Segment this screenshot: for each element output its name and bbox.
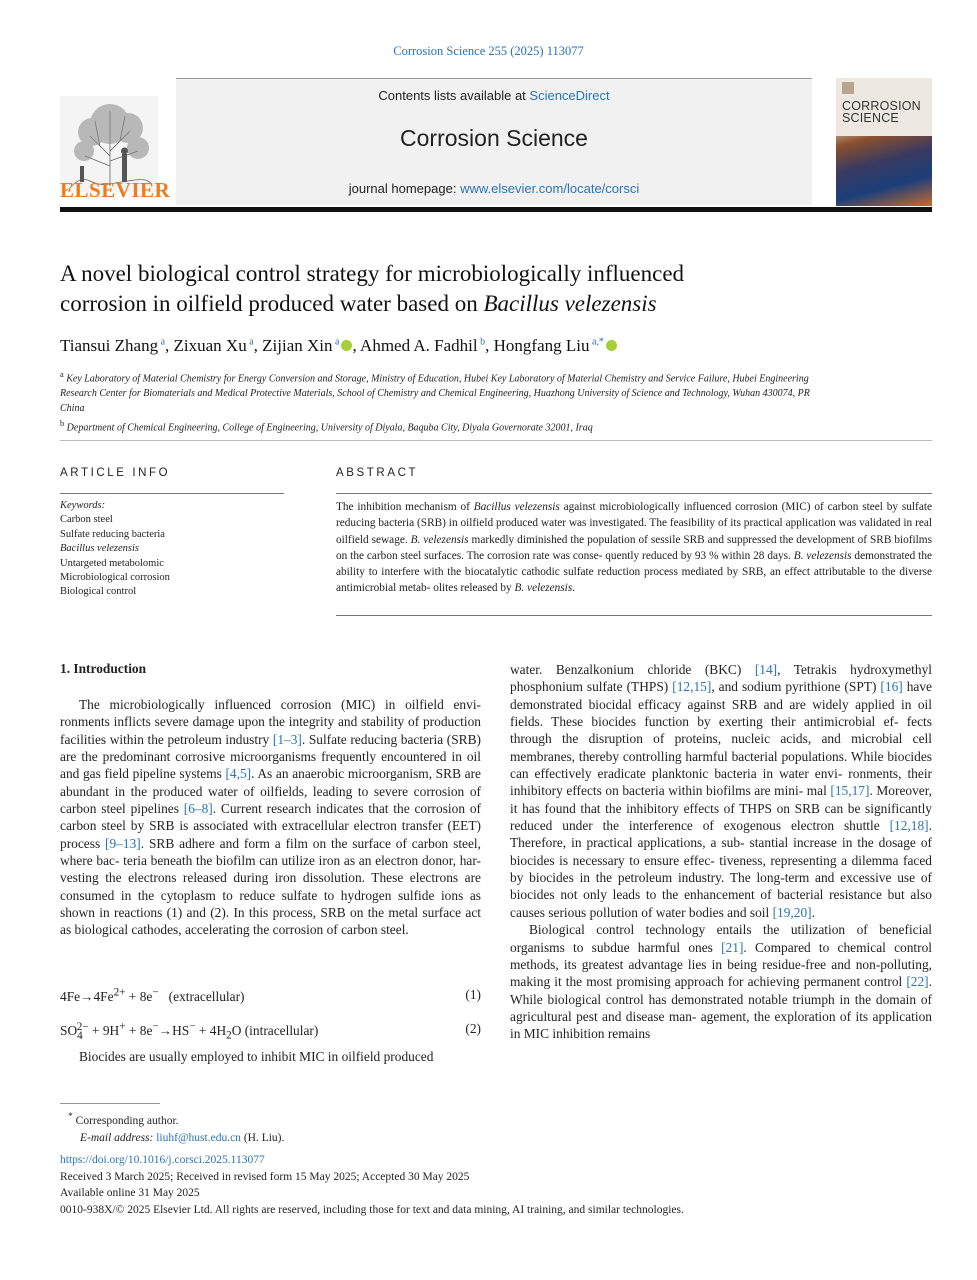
orcid-icon[interactable] [606,340,617,351]
abstract-body: The inhibition mechanism of Bacillus velezensis against microbiologically influenced corrosion (MIC) of carbon steel by sulfate reducing bacteria (SRB) in oilfield produced water was investigated. The feasibility of its practical application was validated in real oilfield sewage. B. velezensis markedly diminished the population of sessile SRB and suppressed the development of SRB biofilms on the carbon steel surfaces. The corrosion rate was conse- quently reduced by 93 % within 28 days. B. velezensis demonstrated the ability to interfere with the biocatalytic cathodic sulfate reduction process mediated by SRB, an effect attributable to the diverse antimicrobial metab- olites released by B. velezensis. [336,501,932,595]
footnote [68,1108,284,1147]
equation-number: (2) [465,1021,481,1036]
affiliation-marker[interactable]: a [332,336,340,348]
affiliation-marker[interactable]: a [158,336,166,348]
affiliation-marker[interactable]: b [477,336,486,348]
email-link[interactable]: liuhf@hust.edu.cn [156,1131,241,1144]
title-line-1: A novel biological control strategy for microbiologically influenced [60,261,685,286]
keywords-label: Keywords: [60,500,106,511]
citation-link[interactable]: [9–13] [105,835,141,851]
journal-ref-link[interactable]: Corrosion Science 255 (2025) 113077 [393,44,584,58]
abstract-heading: ABSTRACT [336,467,419,479]
affiliations [60,367,820,436]
right-column: water. Benzalkonium chloride (BKC) [14], Tetrakis hydroxymethyl phosphonium sulfate (THPS) [12,15], and sodium pyrithione (SPT) [16] have demonstrated biocidal efficacy against SRB and are widely applied in oil fields. These biocides function by exerting their antimicrobial ef- fects through the disruption of proteins, nucleic acids, and microbial cell membranes, thereby controlling harmful bacterial populations. While biocides can effectively eradicate planktonic bacteria in water envi- ronments, their inhibitory effects on bacteria within biofilms are mini- mal [15,17]. Moreover, it has found that the inhibitory effects of THPS on SRB can be significantly reduced under the interference of exogenous electron shuttle [12,18]. Therefore, in practical applications, a sub- stantial increase in the dosage of biocides is necessary to ensure effec- tiveness, representing a dilemma faced by biocides in the petroleum industry. The long-term and excessive use of biocides not only leads to the enhancement of bacterial resistance but also causes serious pollution of water bodies and soil [19,20]. Biological control technology entails the utilization of beneficial organisms to subdue harmful ones [21]. Compared to chemical control methods, its greatest advantage lies in being residue-free and non-polluting, making it the most promising approach for achieving permanent control [22]. While biological control has demonstrated notable triumph in the domain of agricultural pest and disease man- agement, the exploration of its application in MIC inhibition remains [510,662,933,1042]
keyword-item: Microbiological corrosion [60,572,170,584]
citation-link[interactable]: [1–3] [272,731,302,747]
email-line: E-mail address: liuhf@hust.edu.cn (H. Liu). [80,1131,285,1144]
corresponding-author-note: * Corresponding author. [68,1111,179,1127]
journal-cover-thumbnail[interactable] [836,78,932,206]
citation-link[interactable]: [6–8] [183,801,213,817]
title-species: Bacillus velezensis [483,291,657,316]
homepage-line [176,181,812,196]
affiliation-marker[interactable]: a,* [589,336,604,348]
author-name[interactable]: Ahmed A. Fadhil [360,336,478,355]
author-name[interactable]: Tiansui Zhang [60,336,159,355]
journal-title: Corrosion Science [400,125,588,151]
orcid-icon[interactable] [341,340,352,351]
citation-link[interactable]: [15,17] [830,783,870,799]
citation-link[interactable]: [19,20] [772,904,812,920]
left-column-paragraph-2: Biocides are usually employed to inhibit MIC in oilfield produced [79,1049,434,1064]
received-dates: Received 3 March 2025; Received in revised form 15 May 2025; Accepted 30 May 2025 [60,1170,470,1183]
keyword-item: Sulfate reducing bacteria [60,528,165,540]
keywords-block [60,499,170,600]
sciencedirect-link[interactable]: ScienceDirect [529,88,610,103]
homepage-link[interactable]: www.elsevier.com/locate/corsci [460,181,640,196]
masthead [60,78,932,208]
citation-link[interactable]: [22] [906,974,929,990]
author-name[interactable]: Hongfang Liu [493,336,590,355]
affiliation-b: $^b$ Department of Chemical Engineering, College of Engineering, University of Diyala, Baquba City, Diyala Governorate 32001, Iraq [60,419,593,434]
divider [60,440,932,441]
header-rule [60,207,932,212]
author-list: Tiansui Zhang $^a$, Zixuan Xu $^a$, Zijian Xin $^a$ , Ahmed A. Fadhil $^b$, Hongfang Liu $^{a,*}$ [60,336,617,356]
footnote-rule [60,1103,160,1104]
cover-title: CORROSION SCIENCE [842,99,921,125]
keyword-item: Carbon steel [60,514,113,526]
title-line-2: corrosion in oilfield produced water based on [60,291,484,316]
copyright: 0010-938X/© 2025 Elsevier Ltd. All rights are reserved, including those for text and data mining, AI training, and similar technologies. [60,1203,684,1216]
author-name[interactable]: Zijian Xin [262,336,333,355]
keyword-item: Bacillus velezensis [60,543,140,555]
online-date: Available online 31 May 2025 [60,1187,200,1199]
citation-link[interactable]: [4,5] [225,766,252,782]
keyword-item: Biological control [60,586,137,598]
author-name[interactable]: Zixuan Xu [173,336,247,355]
article-info-heading: ARTICLE INFO [60,467,171,479]
elsevier-wordmark: ELSEVIER [60,178,171,202]
citation-link[interactable]: [12,18] [889,818,929,834]
publication-info [60,1152,684,1218]
citation-link[interactable]: [16] [880,679,903,695]
citation-link[interactable]: [21] [721,939,744,955]
abstract-rule [336,493,932,494]
article-info-rule [60,493,284,494]
article-title [60,259,860,319]
journal-header-band [176,78,812,205]
keyword-item: Untargeted metabolomic [60,557,164,569]
contents-line [176,88,812,103]
doi-link[interactable]: https://doi.org/10.1016/j.corsci.2025.113077 [60,1154,265,1166]
abstract-bottom-rule [336,615,932,616]
section-heading: 1. Introduction [60,661,147,676]
equation-2: $SO_4^{2-} + 9H^+ + 8e^-\to HS^- + 4H_2O$ (intracellular) (2) [60,1021,481,1043]
affiliation-marker[interactable]: a [246,336,254,348]
homepage-prefix: journal homepage: [348,181,461,196]
citation-link[interactable]: [14] [754,662,778,677]
affiliation-a: $^a$ Key Laboratory of Material Chemistry for Energy Conversion and Storage, Ministry of Education, Hubei Key Laboratory of Material Chemistry and Service Failure, Hubei Engineering Research Center for Biomaterials and Medical Protective Materials, School of Chemistry and Chemical Engineering, Huazhong University of Science and Technology, Wuhan 430074, PR China [60,370,810,415]
cover-logo-icon [842,82,854,94]
equation-number: (1) [465,987,481,1002]
left-column-paragraph: The microbiologically influenced corrosion (MIC) in oilfield envi- ronments inflicts severe damage upon the integrity and stability of production facilities within the petroleum industry [1–3]. Sulfate reducing bacteria (SRB) are the predominant corrosive microorganisms frequently encountered in oil and gas field pipeline systems [4,5]. As an anaerobic microorganism, SRB are abundant in the produced water of oilfields, leading to severe corrosion of carbon steel pipelines [6–8]. Current research indicates that the corrosion of carbon steel by SRB is associated with extracellular electron transfer (EET) process [9–13]. SRB adhere and form a film on the surface of carbon steel, where bac- teria beneath the biofilm can utilize iron as an electron donor, har- vesting the electrons released during iron dissolution. These electrons are consumed in the cytoplasm to reduce sulfate to hydrogen sulfide ions as shown in reactions (1) and (2). In this process, SRB on the metal surface act as biological cathodes, accelerating the corrosion of carbon steel. [60,697,481,938]
equation-1: $4Fe\to 4Fe^{2+} + 8e^-$ (extracellular) (1) [60,987,481,1005]
citation-link[interactable]: [12,15] [672,679,712,695]
journal-reference[interactable] [0,44,977,59]
contents-prefix: Contents lists available at [378,88,530,103]
